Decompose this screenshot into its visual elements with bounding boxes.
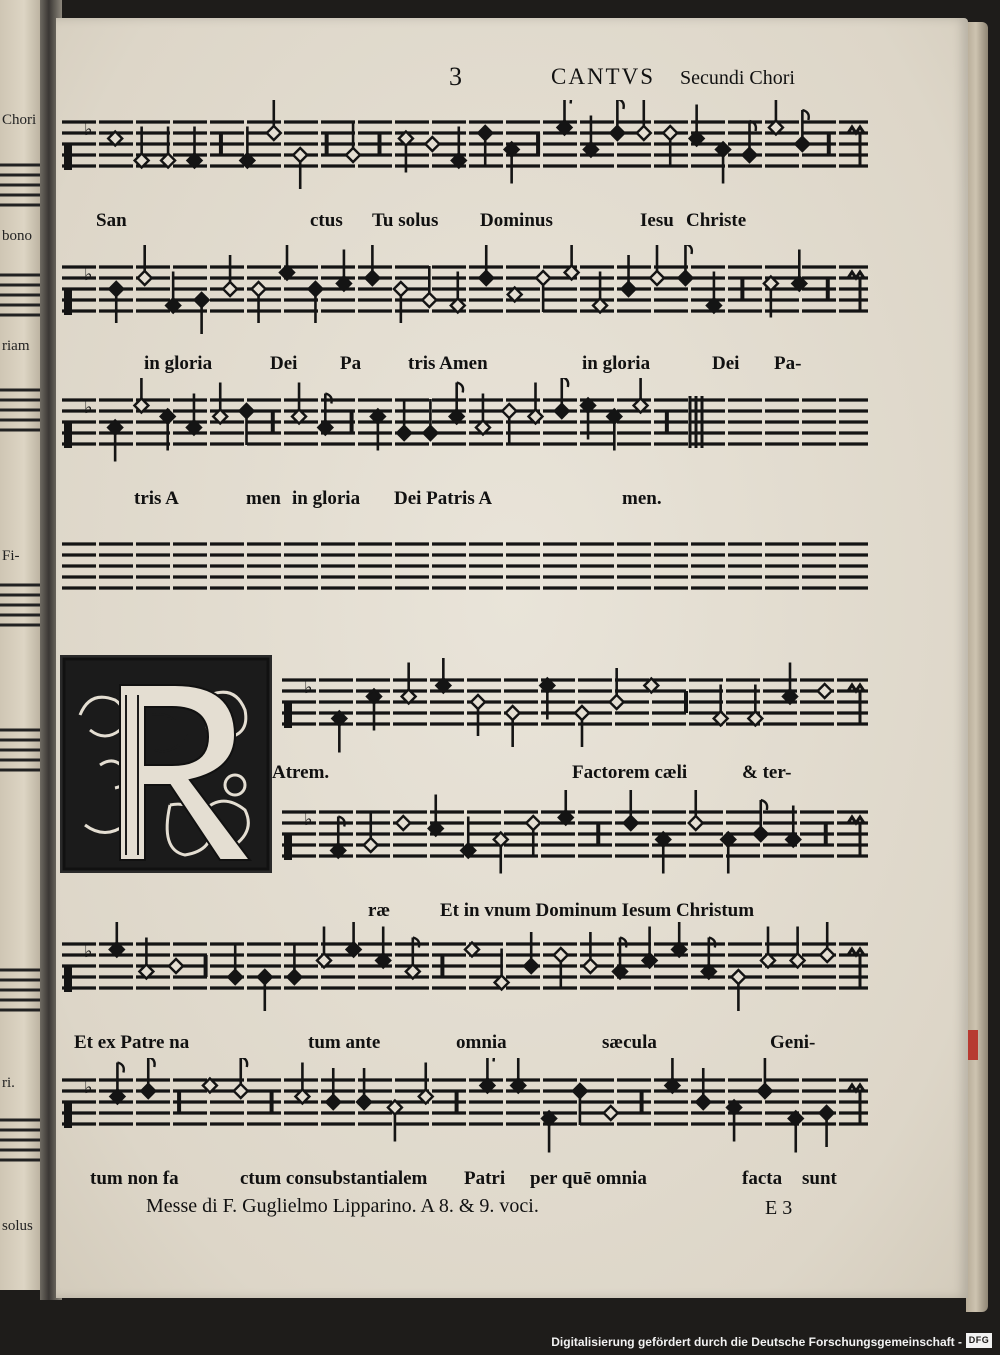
ornamental-initial-r — [60, 655, 272, 873]
note-head — [554, 948, 568, 962]
flat-sign: ♭ — [84, 397, 93, 419]
note-head — [689, 816, 703, 830]
voice-part-title: CANTVS — [551, 64, 656, 89]
rest-mark — [640, 1091, 644, 1113]
lyric-syllable: Christe — [686, 210, 747, 231]
note-head — [610, 126, 624, 140]
left-page-word: bono — [2, 228, 32, 244]
note-head — [397, 426, 411, 440]
note-head — [346, 148, 360, 162]
lyric-syllable: men. — [622, 488, 662, 509]
lyric-syllable: Dei — [712, 353, 740, 374]
lyric-syllable: tum non fa — [90, 1168, 179, 1189]
note-head — [425, 137, 439, 151]
rest-mark — [440, 955, 444, 977]
lyric-syllable: in gloria — [292, 488, 361, 509]
lyrics-line — [62, 1032, 872, 1058]
note-head — [364, 838, 378, 852]
note-head — [223, 282, 237, 296]
note-head — [820, 1106, 834, 1120]
lyric-syllable: Tu solus — [372, 210, 439, 231]
clef-mark — [64, 422, 72, 448]
staff-fragment — [0, 265, 40, 325]
lyric-syllable: in gloria — [582, 353, 651, 374]
left-page-word: solus — [2, 1218, 33, 1234]
staff — [62, 522, 872, 612]
clef-mark — [64, 966, 72, 992]
rest-mark — [219, 133, 223, 155]
staff — [62, 245, 872, 345]
music-system — [62, 245, 872, 385]
rest-mark — [827, 133, 831, 155]
note-head — [234, 1084, 248, 1098]
lyric-syllable: ræ — [368, 900, 391, 921]
lyrics-line — [62, 210, 872, 236]
note-head — [365, 271, 379, 285]
note-head — [471, 695, 485, 709]
left-page-staff — [0, 575, 40, 635]
rest-mark — [350, 411, 354, 433]
left-page-staff — [0, 1110, 40, 1170]
rest-mark — [826, 278, 830, 300]
lyric-syllable: ctus — [310, 210, 343, 231]
note-head — [141, 1084, 155, 1098]
lyric-syllable: ctum consubstantialem — [240, 1168, 428, 1189]
note-head — [195, 293, 209, 307]
note-head — [524, 959, 538, 973]
staff — [62, 1058, 872, 1158]
credit-bar — [0, 1327, 1000, 1355]
flat-sign: ♭ — [84, 264, 93, 286]
staff-fragment — [0, 720, 40, 780]
note-head — [169, 959, 183, 973]
lyric-syllable: Pa — [340, 353, 362, 374]
note-head — [573, 1084, 587, 1098]
note-head — [293, 148, 307, 162]
rest-mark — [684, 691, 688, 713]
music-system — [62, 922, 872, 1062]
signature-mark: E 3 — [765, 1197, 793, 1219]
clef-mark — [64, 1102, 72, 1128]
note-head — [506, 706, 520, 720]
staff — [62, 100, 872, 200]
left-page-word: riam — [2, 338, 30, 354]
lyric-syllable: Dei — [270, 353, 298, 374]
rest-mark — [325, 133, 329, 155]
lyric-syllable: omnia — [456, 1032, 507, 1053]
note-head — [743, 148, 757, 162]
page-header — [56, 62, 968, 102]
lyric-syllable: Factorem cæli — [572, 762, 688, 783]
lyric-syllable: Atrem. — [272, 762, 330, 783]
left-page-fragment — [0, 0, 40, 1290]
flat-sign: ♭ — [84, 1077, 93, 1099]
note-head — [663, 126, 677, 140]
note-head — [731, 970, 745, 984]
rest-mark — [177, 1091, 181, 1113]
note-head — [758, 1084, 772, 1098]
note-head — [678, 271, 692, 285]
staff — [62, 378, 872, 478]
rest-mark — [378, 133, 382, 155]
staff — [62, 922, 872, 1022]
lyric-syllable: tum ante — [308, 1032, 381, 1053]
note-head — [555, 404, 569, 418]
lyric-syllable: men — [246, 488, 281, 509]
note-head — [258, 970, 272, 984]
rest-mark — [740, 278, 744, 300]
note-head — [754, 827, 768, 841]
custos-mark — [848, 685, 864, 691]
lyric-syllable: tris Amen — [408, 353, 488, 374]
bookmark-tab — [968, 1030, 978, 1060]
note-head — [138, 271, 152, 285]
rest-mark — [665, 411, 669, 433]
lyrics-line — [62, 1168, 872, 1194]
custos-mark — [848, 1085, 864, 1091]
lyric-syllable: sæcula — [602, 1032, 657, 1053]
note-head — [478, 126, 492, 140]
lyric-syllable: in gloria — [144, 353, 213, 374]
rest-mark — [270, 1091, 274, 1113]
note-head — [422, 293, 436, 307]
left-page-word: ri. — [2, 1075, 15, 1091]
lyric-syllable: Et in vnum Dominum Iesum Christum — [440, 900, 755, 921]
note-head — [610, 695, 624, 709]
custos-mark — [848, 817, 864, 823]
note-head — [287, 970, 301, 984]
staff — [282, 790, 872, 890]
note-head — [650, 271, 664, 285]
empty-staff-system — [62, 522, 872, 622]
lyric-syllable: Dei Patris A — [394, 488, 493, 509]
staff-fragment — [0, 575, 40, 635]
decorated-initial-letter — [60, 655, 272, 873]
staff-fragment — [0, 380, 40, 440]
rest-mark — [536, 133, 540, 155]
note-head — [575, 706, 589, 720]
lyrics-line — [62, 488, 872, 514]
lyric-syllable: Patri — [464, 1168, 506, 1189]
lyric-syllable: Et ex Patre na — [74, 1032, 190, 1053]
footer-title: Messe di F. Guglielmo Lipparino. A 8. & 9. voci. — [146, 1195, 539, 1217]
note-head — [308, 282, 322, 296]
note-head — [637, 126, 651, 140]
note-head — [396, 816, 410, 830]
note-head — [795, 137, 809, 151]
rest-mark — [824, 823, 828, 845]
custos-mark — [848, 949, 864, 955]
note-head — [624, 816, 638, 830]
left-page-word: Chori — [2, 112, 37, 128]
staff-fragment — [0, 1110, 40, 1170]
rest-mark — [271, 411, 275, 433]
staff-fragment — [0, 155, 40, 215]
note-head — [479, 271, 493, 285]
clef-mark — [64, 144, 72, 170]
note-head — [536, 271, 550, 285]
note-head — [604, 1106, 618, 1120]
lyric-syllable: & ter- — [742, 762, 792, 783]
lyric-syllable: tris A — [134, 488, 179, 509]
clef-mark — [64, 289, 72, 315]
note-head — [622, 282, 636, 296]
left-page-staff — [0, 380, 40, 440]
flat-sign: ♭ — [84, 119, 93, 141]
rest-mark — [204, 955, 208, 977]
music-system — [62, 1058, 872, 1198]
flat-sign: ♭ — [304, 677, 313, 699]
note-head — [820, 948, 834, 962]
note-head — [696, 1095, 710, 1109]
lyric-syllable: Iesu — [640, 210, 674, 231]
clef-mark — [284, 702, 292, 728]
staff — [282, 658, 872, 758]
custos-mark — [848, 127, 864, 133]
note-head — [502, 404, 516, 418]
lyric-syllable: Pa- — [774, 353, 802, 374]
rest-mark — [596, 823, 600, 845]
lyric-syllable: sunt — [802, 1168, 837, 1189]
lyrics-line — [62, 353, 872, 379]
music-system — [282, 790, 872, 930]
dfg-logo: DFG — [966, 1333, 992, 1348]
note-head — [252, 282, 266, 296]
lyric-syllable: per quē omnia — [530, 1168, 647, 1189]
note-head — [326, 1095, 340, 1109]
staff-fragment — [0, 960, 40, 1020]
note-head — [267, 126, 281, 140]
note-head — [583, 959, 597, 973]
flat-sign: ♭ — [304, 809, 313, 831]
note-head — [394, 282, 408, 296]
note-head — [818, 684, 832, 698]
note-head — [423, 426, 437, 440]
music-system — [62, 100, 872, 240]
lyric-syllable: facta — [742, 1168, 783, 1189]
left-page-word: Fi- — [2, 548, 20, 564]
lyric-syllable: Geni- — [770, 1032, 816, 1053]
custos-mark — [848, 272, 864, 278]
clef-mark — [284, 834, 292, 860]
lyrics-line — [272, 762, 862, 788]
page-edge — [966, 22, 988, 1312]
page-number: 3 — [449, 62, 462, 91]
lyric-syllable: San — [96, 210, 127, 231]
note-head — [240, 404, 254, 418]
note-head — [357, 1095, 371, 1109]
music-system — [272, 658, 872, 798]
left-page-staff — [0, 720, 40, 780]
left-page-staff — [0, 960, 40, 1020]
left-page-staff — [0, 265, 40, 325]
rest-mark — [455, 1091, 459, 1113]
lyric-syllable: Dominus — [480, 210, 553, 231]
note-head — [526, 816, 540, 830]
music-system — [62, 378, 872, 518]
flat-sign: ♭ — [84, 941, 93, 963]
note-head — [228, 970, 242, 984]
left-page-staff — [0, 155, 40, 215]
note-head — [109, 282, 123, 296]
choir-title: Secundi Chori — [680, 67, 795, 89]
credit-text: Digitalisierung gefördert durch die Deutsche Forschungsgemeinschaft - — [551, 1335, 962, 1349]
